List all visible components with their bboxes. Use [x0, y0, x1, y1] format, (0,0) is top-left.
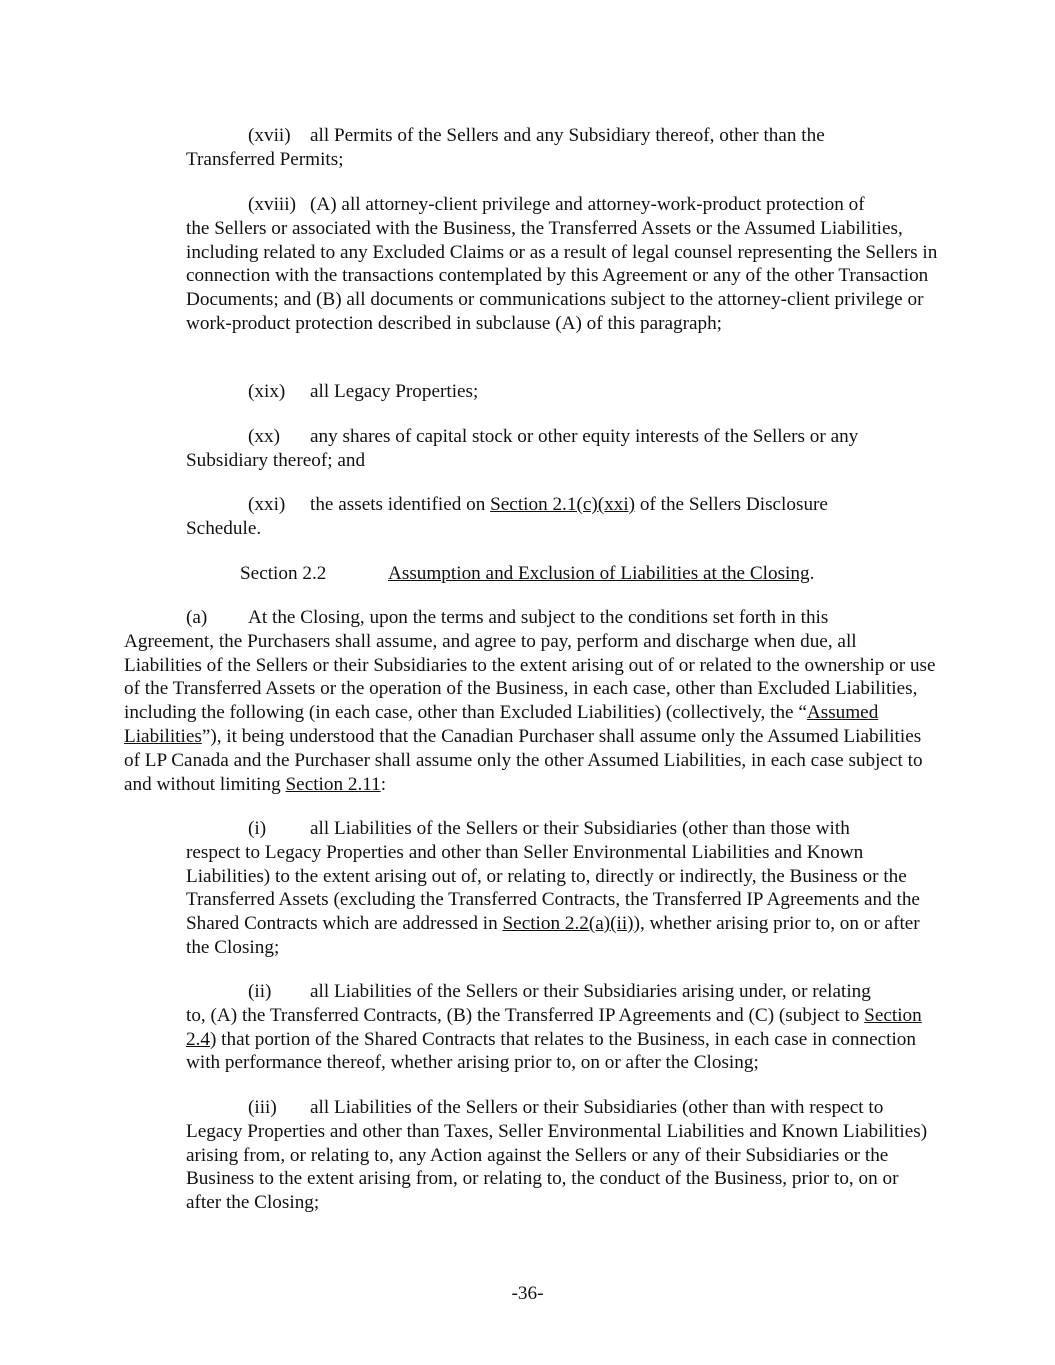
clause-number: (iii) [248, 1097, 277, 1118]
section-heading [240, 562, 940, 586]
clause-number: (i) [248, 818, 267, 839]
clause-text-line1: all Liabilities of the Sellers or their Subsidiaries (other than those with [310, 818, 850, 839]
sub-clause-iii [186, 1096, 938, 1215]
section-reference-link[interactable]: Section 2.11 [285, 773, 381, 795]
clause-number: (xix) [248, 381, 286, 402]
paragraph-text-line1: At the Closing, upon the terms and subject to the conditions set forth in this [248, 607, 829, 628]
clause-number: (ii) [248, 981, 272, 1002]
page-number: -36- [511, 1283, 544, 1304]
paragraph-text-part1: Agreement, the Purchasers shall assume, and agree to pay, perform and discharge when due, all Liabilities of the Sellers or their Subsidiaries to the extent arising out of or related to the ownership or use of the Transferred Assets or the operation of the Business, in each case, other than Excluded Liabilities, including the following (in each case, other than Excluded Liabilities) (collectively, the “ [124, 630, 936, 724]
clause-text-rest: Transferred Permits; [186, 148, 344, 170]
clause-xx [186, 425, 938, 473]
clause-xxi [186, 493, 938, 541]
clause-text-line1-a: the assets identified on [310, 494, 491, 515]
clause-number: (xviii) [248, 194, 296, 215]
clause-text-part2: ), whether arising prior to, on or after the Closing; [186, 913, 920, 958]
clause-text-part0: to, (A) the Transferred Contracts, (B) the Transferred IP Agreements and (C) (subject to [186, 1004, 865, 1026]
clause-number: (xvii) [248, 125, 291, 146]
clause-text-line1: all Legacy Properties; [310, 381, 479, 402]
section-title: Assumption and Exclusion of Liabilities at the Closing [388, 563, 810, 584]
paragraph-text-part2: ”), it being understood that the Canadian Purchaser shall assume only the Assumed Liabilities of LP Canada and the Purchaser shall assume only the other Assumed Liabilities, in each case subject to and without limiting [124, 725, 923, 795]
clause-text-line1: all Permits of the Sellers and any Subsidiary thereof, other than the [310, 125, 825, 146]
clause-text-line1-b: of the Sellers Disclosure [635, 494, 828, 515]
clause-xviii [186, 193, 938, 336]
paragraph-text-part3: : [380, 773, 387, 795]
section-reference-link[interactable]: Section 2.4 [186, 1004, 922, 1050]
sub-clause-ii [186, 980, 938, 1075]
paragraph-number: (a) [186, 607, 208, 628]
paragraph-a [124, 606, 936, 796]
clause-xvii [186, 124, 938, 172]
clause-text-rest: Schedule. [186, 517, 262, 539]
clause-text-line1: all Liabilities of the Sellers or their Subsidiaries (other than with respect to [310, 1097, 884, 1118]
section-number: Section 2.2 [240, 563, 327, 584]
clause-xix [186, 380, 938, 404]
clause-text-rest: the Sellers or associated with the Business, the Transferred Assets or the Assumed Liabilities, including related to any Excluded Claims or as a result of legal counsel representing the Sellers in connection with the transactions contemplated by this Agreement or any of the other Transaction Documents; and (B) all documents or communications subject to the attorney-client privilege or work-product protection described in subclause (A) of this paragraph; [186, 217, 938, 334]
section-title-end: . [809, 563, 815, 584]
section-reference-link[interactable]: Section 2.2(a)(ii) [502, 913, 634, 935]
clause-text-line1: all Liabilities of the Sellers or their Subsidiaries arising under, or relating [310, 981, 871, 1002]
clause-text-part1: respect to Legacy Properties and other than Seller Environmental Liabilities and Known Liabilities) to the extent arising out of, or relating to, directly or indirectly, the Business or the Transferred Assets (excluding the Transferred Contracts, the Transferred IP Agreements and the Shared Contracts which are addressed in [186, 841, 920, 935]
clause-number: (xxi) [248, 494, 286, 515]
clause-text-rest: Subsidiary thereof; and [186, 449, 366, 471]
clause-text-part2: ) that portion of the Shared Contracts that relates to the Business, in each case in connection with performance thereof, whether arising prior to, on or after the Closing; [186, 1028, 916, 1074]
defined-term: Assumed Liabilities [124, 702, 879, 747]
section-reference-link[interactable]: Section 2.1(c)(xxi) [490, 494, 636, 515]
clause-text-line1: (A) all attorney-client privilege and attorney-work-product protection of [310, 194, 865, 215]
clause-number: (xx) [248, 426, 280, 447]
sub-clause-i [186, 817, 938, 960]
clause-text-rest: Legacy Properties and other than Taxes, Seller Environmental Liabilities and Known Liabilities) arising from, or relating to, any Action against the Sellers or any of their Subsidiaries or the Business to the extent arising from, or relating to, the conduct of the Business, prior to, on or after the Closing; [186, 1120, 928, 1214]
clause-text-line1: any shares of capital stock or other equity interests of the Sellers or any [310, 426, 859, 447]
